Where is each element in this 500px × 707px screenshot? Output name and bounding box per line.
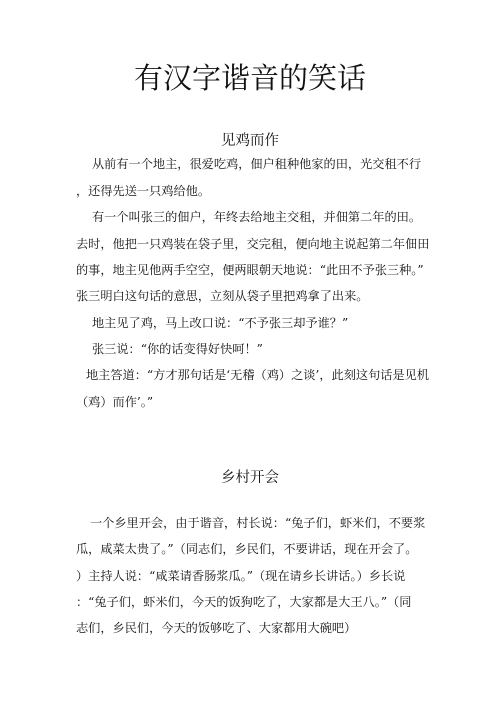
paragraph-line: 去时，他把一只鸡装在袋子里，交完租，便向地主说起第二年佃田: [76, 237, 430, 251]
paragraph-line: 志们，乡民们，今天的饭够吃了、大家都用大碗吧）: [76, 621, 357, 635]
paragraph-line: 从前有一个地主，很爱吃鸡，佃户租种他家的田，光交租不行: [92, 157, 422, 171]
paragraph-line: ：“兔子们，虾米们，今天的饭狗吃了，大家都是大王八。”（同: [76, 595, 412, 609]
paragraph-line: 瓜，咸菜太贵了。”（同志们，乡民们，不要讲话，现在开会了。: [76, 542, 418, 556]
paragraph-line: 张三说：“你的话变得好快呵！”: [92, 342, 263, 356]
paragraph-line: ，还得先送一只鸡给他。: [76, 184, 211, 198]
paragraph-line: 地主见了鸡，马上改口说：“不予张三却予谁？”: [92, 316, 349, 330]
document-title: 有汉字谐音的笑话: [133, 61, 366, 95]
paragraph-line: （鸡）而作’。”: [76, 395, 154, 409]
paragraph-line: 有一个叫张三的佃户，年终去给地主交租，并佃第二年的田。: [92, 210, 422, 224]
paragraph-line: ）主持人说：“咸菜请香肠浆瓜。”（现在请乡长讲话。）乡长说: [76, 569, 406, 583]
section-heading-jian-ji-er-zuo: 见鸡而作: [221, 133, 279, 149]
paragraph-line: 地主答道：“方才那句话是‘无稽（鸡）之谈’，此刻这句话是见机: [86, 368, 430, 382]
paragraph-line: 一个乡里开会，由于谐音，村长说：“兔子们，虾米们，不要浆: [90, 516, 426, 530]
paragraph-line: 张三明白这句话的意思，立刻从袋子里把鸡拿了出来。: [76, 289, 369, 303]
section-heading-xiang-cun-kai-hui: 乡村开会: [221, 470, 279, 486]
paragraph-line: 的事，地主见他两手空空，便两眼朝天地说：“此田不予张三种。”: [76, 263, 424, 277]
